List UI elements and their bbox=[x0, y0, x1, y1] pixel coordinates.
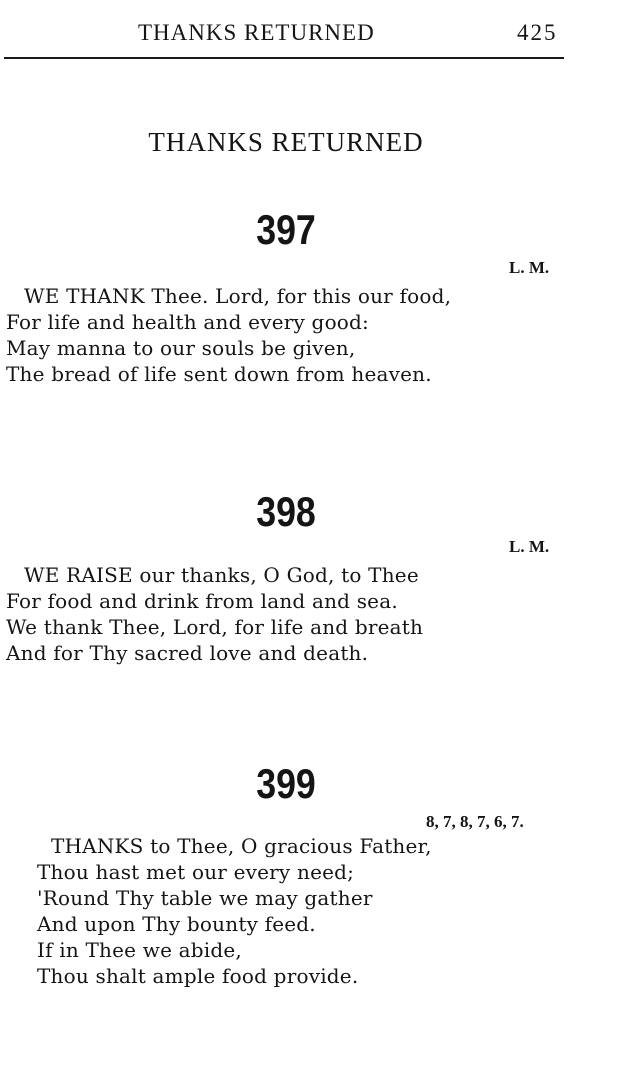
hymn-number-397: 397 bbox=[256, 206, 316, 253]
hymn-verse-399 bbox=[37, 833, 432, 989]
running-head bbox=[0, 20, 640, 50]
verse-line: If in Thee we abide, bbox=[37, 938, 242, 962]
verse-line: For life and health and every good: bbox=[6, 310, 369, 334]
hymn-number-398: 398 bbox=[256, 488, 316, 535]
hymn-meter-399: 8, 7, 8, 7, 6, 7. bbox=[426, 812, 524, 831]
verse-line: We thank Thee, Lord, for life and breath bbox=[6, 615, 424, 639]
hymn-meter-398: L. M. bbox=[509, 537, 550, 556]
verse-line: THANKS to Thee, O gracious Father, bbox=[51, 834, 432, 858]
running-title: THANKS RETURNED bbox=[138, 20, 375, 45]
verse-line: 'Round Thy table we may gather bbox=[37, 886, 373, 910]
verse-line: And for Thy sacred love and death. bbox=[6, 641, 369, 665]
verse-line: The bread of life sent down from heaven. bbox=[6, 362, 432, 386]
verse-line: And upon Thy bounty feed. bbox=[37, 912, 316, 936]
verse-line: For food and drink from land and sea. bbox=[6, 589, 398, 613]
verse-line: Thou hast met our every need; bbox=[37, 860, 355, 884]
header-rule bbox=[4, 57, 564, 59]
verse-line: WE RAISE our thanks, O God, to Thee bbox=[24, 563, 419, 587]
hymn-verse-397 bbox=[6, 283, 451, 387]
hymn-number-399: 399 bbox=[256, 760, 316, 807]
hymn-verse-398 bbox=[6, 562, 423, 666]
verse-line: Thou shalt ample food provide. bbox=[37, 964, 359, 988]
verse-line: May manna to our souls be given, bbox=[6, 336, 356, 360]
page-number: 425 bbox=[517, 20, 558, 45]
verse-line: WE THANK Thee. Lord, for this our food, bbox=[24, 284, 452, 308]
hymn-meter-397: L. M. bbox=[509, 258, 550, 277]
section-title: THANKS RETURNED bbox=[148, 127, 424, 157]
